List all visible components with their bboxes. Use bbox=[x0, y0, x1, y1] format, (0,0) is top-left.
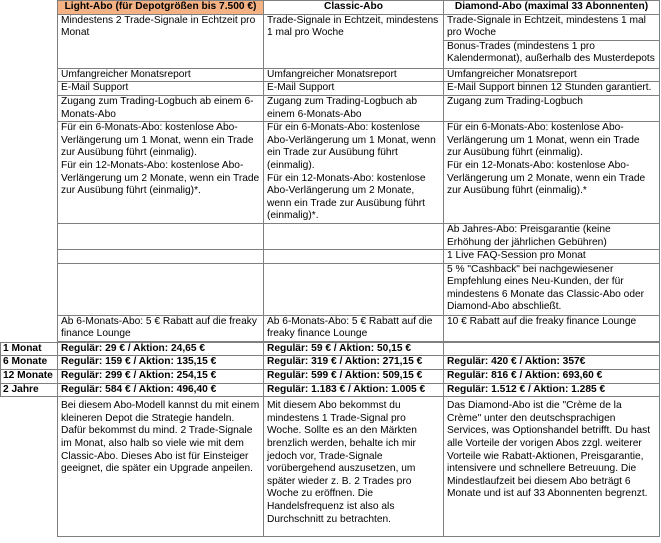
classic-extension-12m: Für ein 12-Monats-Abo: kostenlose Abo-Verlängerung um 2 Monate, wenn ein Trade zur Ausübung führt (einmalig)*. bbox=[267, 172, 426, 222]
cell-classic-guarantee bbox=[264, 223, 444, 249]
cell-light-extension bbox=[58, 122, 264, 224]
cell-classic-discount: Ab 6-Monats-Abo: 5 € Rabatt auf die freaky finance Lounge bbox=[264, 315, 444, 341]
cell-diamond-report: Umfangreicher Monatsreport bbox=[444, 68, 660, 82]
row-signals bbox=[1, 14, 660, 40]
price-light-2y: Regulär: 584 € / Aktion: 496,40 € bbox=[58, 383, 264, 397]
price-diamond-2y: Regulär: 1.512 € / Aktion: 1.285 € bbox=[444, 383, 660, 397]
cell-classic-support: E-Mail Support bbox=[264, 82, 444, 96]
row-cashback bbox=[1, 263, 660, 315]
left-blank-area bbox=[1, 14, 58, 342]
row-logbook bbox=[1, 95, 660, 121]
price-label-2y: 2 Jahre bbox=[1, 383, 58, 397]
cell-classic-faq bbox=[264, 250, 444, 264]
header-light-abo: Light-Abo (für Depotgrößen bis 7.500 €) bbox=[58, 1, 264, 15]
cell-diamond-extension bbox=[444, 122, 660, 224]
cell-diamond-logbook: Zugang zum Trading-Logbuch bbox=[444, 95, 660, 121]
cell-classic-report: Umfangreicher Monatsreport bbox=[264, 68, 444, 82]
price-light-1m: Regulär: 29 € / Aktion: 24,65 € bbox=[58, 342, 264, 356]
row-faq bbox=[1, 250, 660, 264]
price-row-1m bbox=[1, 342, 660, 356]
price-label-6m: 6 Monate bbox=[1, 356, 58, 370]
cell-light-faq bbox=[58, 250, 264, 264]
price-label-1m: 1 Monat bbox=[1, 342, 58, 356]
row-guarantee bbox=[1, 223, 660, 249]
cell-diamond-bonus: Bonus-Trades (mindestens 1 pro Kalendermonat), außerhalb des Musterdepots bbox=[444, 40, 660, 68]
cell-light-discount: Ab 6-Monats-Abo: 5 € Rabatt auf die freaky finance Lounge bbox=[58, 315, 264, 341]
cell-diamond-support: E-Mail Support binnen 12 Stunden garantiert. bbox=[444, 82, 660, 96]
classic-extension-6m: Für ein 6-Monats-Abo: kostenlose Abo-Verlängerung um 1 Monat, wenn ein Trade zur Ausübung führt (einmalig). bbox=[267, 122, 436, 171]
diamond-extension-12m: Für ein 12-Monats-Abo: kostenlose Abo-Verlängerung um 2 Monate, wenn ein Trade zur Ausübung führt (einmalig).* bbox=[447, 159, 646, 197]
cell-diamond-signals: Trade-Signale in Echtzeit, mindestens 1 mal pro Woche bbox=[444, 14, 660, 40]
row-discount bbox=[1, 315, 660, 341]
price-row-6m bbox=[1, 356, 660, 370]
row-descriptions bbox=[1, 397, 660, 537]
row-extension bbox=[1, 122, 660, 224]
desc-light: Bei diesem Abo-Modell kannst du mit einem kleineren Depot die Strategie handeln. Dafür bekommst du mind. 2 Trade-Signale im Monat, also halb so viele wie mit dem Classic-Abo. Dieses Abo ist für Einsteiger geeignet, die später ein Upgrade anpeilen. bbox=[58, 397, 264, 537]
price-classic-1m: Regulär: 59 € / Aktion: 50,15 € bbox=[264, 342, 444, 356]
header-diamond-abo: Diamond-Abo (maximal 33 Abonnenten) bbox=[444, 1, 660, 15]
price-label-12m: 12 Monate bbox=[1, 370, 58, 384]
cell-light-support: E-Mail Support bbox=[58, 82, 264, 96]
cell-classic-signals: Trade-Signale in Echtzeit, mindestens 1 mal pro Woche bbox=[264, 14, 444, 68]
price-diamond-12m: Regulär: 816 € / Aktion: 693,60 € bbox=[444, 370, 660, 384]
header-corner bbox=[1, 1, 58, 15]
price-classic-2y: Regulär: 1.183 € / Aktion: 1.005 € bbox=[264, 383, 444, 397]
cell-diamond-guarantee: Ab Jahres-Abo: Preisgarantie (keine Erhöhung der jährlichen Gebühren) bbox=[444, 223, 660, 249]
cell-classic-logbook: Zugang zum Trading-Logbuch ab einem 6-Monats-Abo bbox=[264, 95, 444, 121]
price-light-12m: Regulär: 299 € / Aktion: 254,15 € bbox=[58, 370, 264, 384]
diamond-extension-6m: Für ein 6-Monats-Abo: kostenlose Abo-Verlängerung um 1 Monat, wenn ein Trade zur Ausübung führt (einmalig). bbox=[447, 122, 640, 159]
cell-classic-extension bbox=[264, 122, 444, 224]
desc-classic: Mit diesem Abo bekommst du mindestens 1 Trade-Signal pro Woche. Sollte es an den Märkten brenzlich werden, behalte ich mir jedoch vor, Trade-Signale vorübergehend auszusetzen, um später wieder z. B. 2 Trades pro Woche zu eröffnen. Die Handelsfrequenz ist also als Durchschnitt zu betrachten. bbox=[264, 397, 444, 537]
row-report bbox=[1, 68, 660, 82]
light-extension-6m: Für ein 6-Monats-Abo: kostenlose Abo-Verlängerung um 1 Monat, wenn ein Trade zur Ausübung führt (einmalig). bbox=[61, 122, 254, 159]
cell-diamond-cashback: 5 % "Cashback" bei nachgewiesener Empfehlung eines Neu-Kunden, der für mindestens 6 Monate das Classic-Abo oder Diamond-Abo abschließt. bbox=[444, 263, 660, 315]
cell-light-report: Umfangreicher Monatsreport bbox=[58, 68, 264, 82]
price-diamond-6m: Regulär: 420 € / Aktion: 357€ bbox=[444, 356, 660, 370]
price-classic-6m: Regulär: 319 € / Aktion: 271,15 € bbox=[264, 356, 444, 370]
row-support bbox=[1, 82, 660, 96]
header-classic-abo: Classic-Abo bbox=[264, 1, 444, 15]
price-diamond-1m bbox=[444, 342, 660, 356]
price-row-12m bbox=[1, 370, 660, 384]
desc-blank bbox=[1, 397, 58, 537]
light-extension-12m: Für ein 12-Monats-Abo: kostenlose Abo-Verlängerung um 2 Monate, wenn ein Trade zur Ausübung führt (einmalig)*. bbox=[61, 159, 260, 197]
cell-diamond-discount: 10 € Rabatt auf die freaky finance Lounge bbox=[444, 315, 660, 341]
header-row bbox=[1, 1, 660, 15]
cell-light-cashback bbox=[58, 263, 264, 315]
price-classic-12m: Regulär: 599 € / Aktion: 509,15 € bbox=[264, 370, 444, 384]
cell-light-guarantee bbox=[58, 223, 264, 249]
price-row-2y bbox=[1, 383, 660, 397]
price-light-6m: Regulär: 159 € / Aktion: 135,15 € bbox=[58, 356, 264, 370]
cell-light-logbook: Zugang zum Trading-Logbuch ab einem 6-Monats-Abo bbox=[58, 95, 264, 121]
cell-classic-cashback bbox=[264, 263, 444, 315]
cell-diamond-faq: 1 Live FAQ-Session pro Monat bbox=[444, 250, 660, 264]
cell-light-signals: Mindestens 2 Trade-Signale in Echtzeit pro Monat bbox=[58, 14, 264, 68]
desc-diamond: Das Diamond-Abo ist die "Crème de la Crème" unter den deutschsprachigen Services, was Optionshandel betrifft. Du hast alle Vorteile der vorigen Abos zzgl. weiterer Vorteile wie Rabatt-Aktionen, Preisgarantie, intensivere und schnellere Betreuung. Die Mindestlaufzeit bei diesem Abo beträgt 6 Monate und ist auf 33 Abonnenten begrenzt. bbox=[444, 397, 660, 537]
